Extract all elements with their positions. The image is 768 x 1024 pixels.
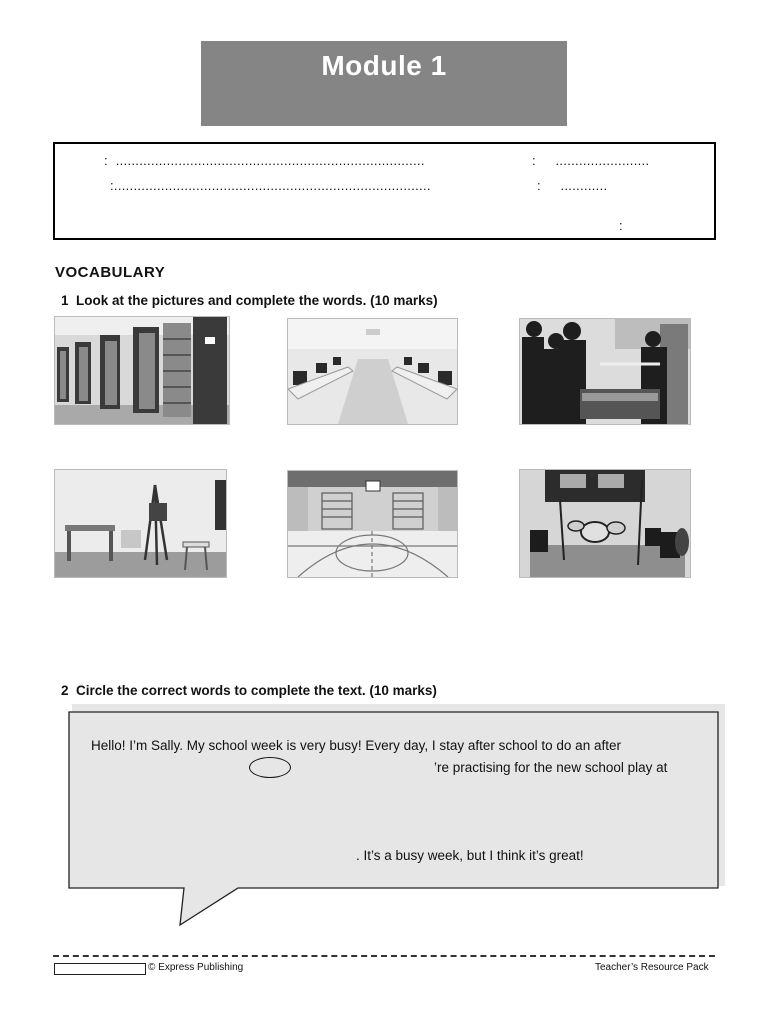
info-line-1-left: : ............................................................................... xyxy=(104,153,425,168)
info-line-2-right: : ............ xyxy=(537,178,608,193)
exercise-2-instruction xyxy=(61,683,437,698)
music-room-picture xyxy=(519,469,691,578)
info-line-1-right: : ........................ xyxy=(532,153,650,168)
info-line-3-right: : xyxy=(619,218,623,233)
text-line-2: ’re practising for the new school play at xyxy=(434,760,668,775)
circled-answer-oval xyxy=(249,757,291,778)
page-title: Module 1 xyxy=(321,50,447,81)
computer-room-picture xyxy=(287,318,458,425)
library-picture xyxy=(54,316,230,425)
text-line-1: Hello! I’m Sally. My school week is very busy! Every day, I stay after school to do an after xyxy=(91,738,621,753)
canteen-picture xyxy=(519,318,691,425)
exercise-1-instruction xyxy=(61,293,438,308)
footer-publisher: © Express Publishing xyxy=(148,962,244,973)
art-room-picture xyxy=(54,469,227,578)
exercise-2-number: 2 xyxy=(61,683,69,698)
footer-blank-box xyxy=(54,963,146,975)
exercise-2-text: Circle the correct words to complete the text. (10 marks) xyxy=(76,683,437,698)
footer-divider xyxy=(53,955,715,957)
info-line-2-left: :................................................................................. xyxy=(110,178,431,193)
footer-pack-name: Teacher’s Resource Pack xyxy=(595,962,709,973)
gym-picture xyxy=(287,470,458,578)
exercise-1-text: Look at the pictures and complete the words. (10 marks) xyxy=(76,293,438,308)
text-line-3: . It’s a busy week, but I think it’s great! xyxy=(356,848,584,863)
vocabulary-heading: VOCABULARY xyxy=(55,264,166,281)
exercise-1-number: 1 xyxy=(61,293,69,308)
